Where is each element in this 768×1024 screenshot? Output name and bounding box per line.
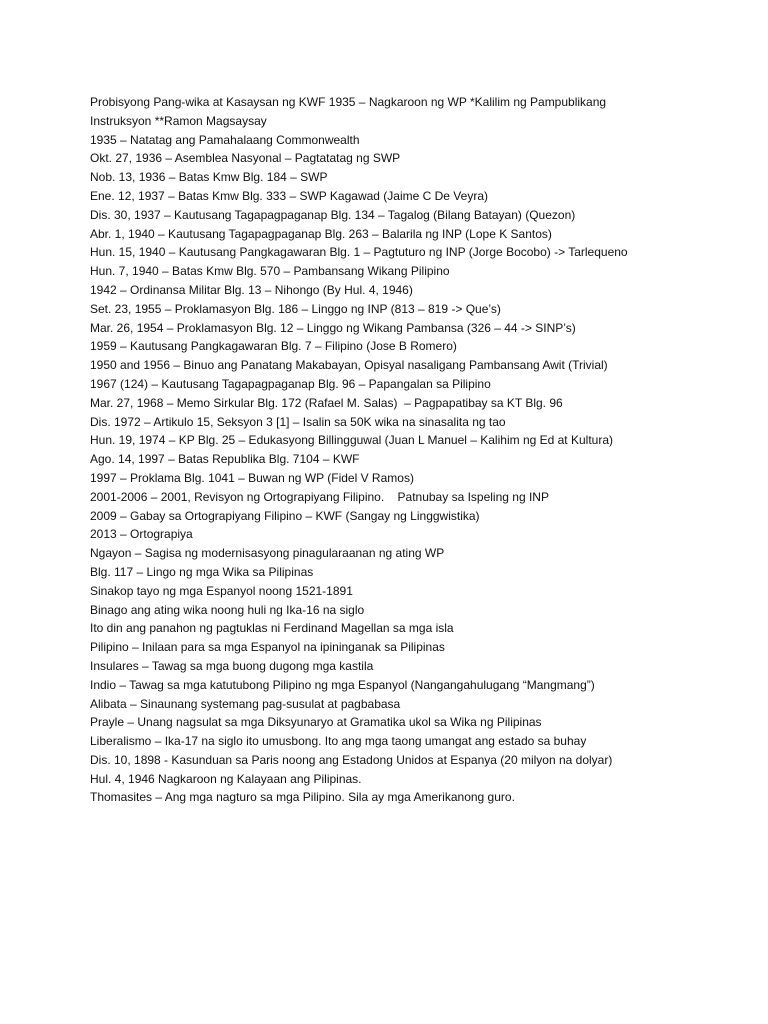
text-line: Thomasites – Ang mga nagturo sa mga Pilipino. Sila ay mga Amerikanong guro. bbox=[90, 790, 515, 805]
text-line: Okt. 27, 1936 – Asemblea Nasyonal – Pagtatatag ng SWP bbox=[90, 151, 401, 166]
text-line: Probisyong Pang-wika at Kasaysan ng KWF 1935 – Nagkaroon ng WP *Kalilim ng Pampublikang bbox=[90, 95, 607, 109]
text-line: Indio – Tawag sa mga katutubong Pilipino ng mga Espanyol (Nangangahulugang “Mangmang”) bbox=[90, 677, 595, 692]
text-line: 1997 – Proklama Blg. 1041 – Buwan ng WP (Fidel V Ramos) bbox=[90, 470, 414, 485]
text-line: 1950 and 1956 – Binuo ang Panatang Makabayan, Opisyal nasaligang Pambansang Awit (Trivial) bbox=[90, 358, 608, 373]
text-line: Blg. 117 – Lingo ng mga Wika sa Pilipinas bbox=[90, 564, 314, 579]
text-line: Instruksyon **Ramon Magsaysay bbox=[90, 113, 267, 128]
text-line: Hun. 7, 1940 – Batas Kmw Blg. 570 – Pambansang Wikang Pilipino bbox=[90, 264, 450, 279]
text-line: Hun. 15, 1940 – Kautusang Pangkagawaran Blg. 1 – Pagtuturo ng INP (Jorge Bocobo) -> Tarlequeno bbox=[90, 245, 628, 260]
text-line: Hun. 19, 1974 – KP Blg. 25 – Edukasyong Billingguwal (Juan L Manuel – Kalihim ng Ed at Kultura) bbox=[90, 433, 613, 448]
text-line: Ago. 14, 1997 – Batas Republika Blg. 7104 – KWF bbox=[90, 452, 360, 467]
text-line: Abr. 1, 1940 – Kautusang Tagapagpaganap Blg. 263 – Balarila ng INP (Lope K Santos) bbox=[90, 226, 552, 241]
text-line: 2013 – Ortograpiya bbox=[90, 527, 193, 542]
text-line: 1967 (124) – Kautusang Tagapagpaganap Blg. 96 – Papangalan sa Pilipino bbox=[90, 376, 491, 391]
text-line: 1959 – Kautusang Pangkagawaran Blg. 7 – Filipino (Jose B Romero) bbox=[90, 339, 457, 354]
text-line: Prayle – Unang nagsulat sa mga Diksyunaryo at Gramatika ukol sa Wika ng Pilipinas bbox=[90, 715, 542, 730]
text-line: Binago ang ating wika noong huli ng Ika-16 na siglo bbox=[90, 602, 365, 617]
text-line: Liberalismo – Ika-17 na siglo ito umusbong. Ito ang mga taong umangat ang estado sa buhay bbox=[90, 734, 587, 749]
text-line: Mar. 26, 1954 – Proklamasyon Blg. 12 – Linggo ng Wikang Pambansa (326 – 44 -> SINP’s) bbox=[90, 320, 576, 335]
text-line: Dis. 1972 – Artikulo 15, Seksyon 3 [1] – Isalin sa 50K wika na sinasalita ng tao bbox=[90, 414, 506, 429]
text-line: Dis. 10, 1898 - Kasunduan sa Paris noong ang Estadong Unidos at Espanya (20 milyon na dolyar) bbox=[90, 752, 613, 767]
text-line: Ene. 12, 1937 – Batas Kmw Blg. 333 – SWP Kagawad (Jaime C De Veyra) bbox=[90, 188, 488, 203]
text-line: Sinakop tayo ng mga Espanyol noong 1521-1891 bbox=[90, 583, 353, 598]
text-line: 2001-2006 – 2001, Revisyon ng Ortograpiyang Filipino. Patnubay sa Ispeling ng INP bbox=[90, 489, 549, 504]
text-line: Set. 23, 1955 – Proklamasyon Blg. 186 – Linggo ng INP (813 – 819 -> Que’s) bbox=[90, 301, 501, 316]
text-line: Hul. 4, 1946 Nagkaroon ng Kalayaan ang Pilipinas. bbox=[90, 771, 362, 786]
text-line: 1935 – Natatag ang Pamahalaang Commonwealth bbox=[90, 132, 360, 147]
document-body bbox=[90, 93, 750, 807]
text-line: 2009 – Gabay sa Ortograpiyang Filipino – KWF (Sangay ng Linggwistika) bbox=[90, 508, 480, 523]
text-line: Ngayon – Sagisa ng modernisasyong pinagularaanan ng ating WP bbox=[90, 546, 445, 561]
text-line: Ito din ang panahon ng pagtuklas ni Ferdinand Magellan sa mga isla bbox=[90, 621, 454, 636]
text-line: 1942 – Ordinansa Militar Blg. 13 – Nihongo (By Hul. 4, 1946) bbox=[90, 282, 413, 297]
text-line: Dis. 30, 1937 – Kautusang Tagapagpaganap Blg. 134 – Tagalog (Bilang Batayan) (Quezon) bbox=[90, 207, 576, 222]
text-line: Pilipino – Inilaan para sa mga Espanyol na ipininganak sa Pilipinas bbox=[90, 640, 445, 655]
text-line: Alibata – Sinaunang systemang pag-susulat at pagbabasa bbox=[90, 696, 401, 711]
text-line: Insulares – Tawag sa mga buong dugong mga kastila bbox=[90, 658, 374, 673]
text-line: Nob. 13, 1936 – Batas Kmw Blg. 184 – SWP bbox=[90, 170, 328, 185]
text-line: Mar. 27, 1968 – Memo Sirkular Blg. 172 (Rafael M. Salas) – Pagpapatibay sa KT Blg. 96 bbox=[90, 395, 563, 410]
